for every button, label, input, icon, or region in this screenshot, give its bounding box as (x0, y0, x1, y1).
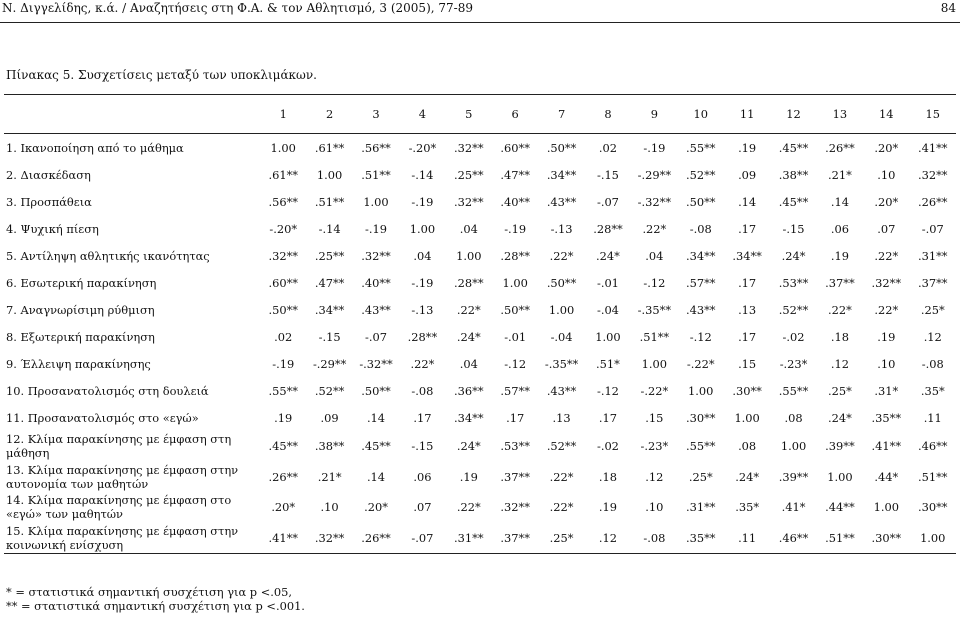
footnotes (6, 585, 305, 613)
correlation-cell: .17 (598, 410, 618, 425)
correlation-cell: 1.00 (780, 439, 807, 454)
correlation-cell: .24* (596, 248, 620, 263)
correlation-cell: .22* (874, 302, 899, 317)
correlation-cell: .47** (314, 275, 345, 290)
correlation-cell: .28** (593, 221, 623, 236)
correlation-cell: .51** (639, 329, 670, 344)
correlation-cell: -.32** (637, 194, 672, 209)
correlation-cell: .41** (871, 439, 902, 454)
correlation-cell: .55** (778, 383, 809, 398)
correlation-cell: .17 (413, 410, 432, 425)
correlation-cell: .45** (268, 439, 298, 454)
correlation-cell: .32** (306, 523, 352, 554)
correlation-cell: -.35** (637, 302, 672, 317)
correlation-cell: .26** (825, 140, 855, 155)
row-label: 8. Εξωτερική παρακίνηση (6, 329, 155, 344)
correlation-cell: .25* (688, 469, 713, 484)
correlation-cell: -.20* (408, 140, 437, 155)
correlation-cell: -.12 (689, 329, 712, 344)
correlation-cell: .13 (552, 410, 571, 425)
correlation-table-container (4, 94, 956, 554)
correlation-cell: .24* (735, 469, 760, 484)
correlation-cell: .51** (817, 523, 863, 554)
column-header: 10 (678, 95, 724, 134)
correlation-cell: .22* (874, 248, 899, 263)
correlation-cell: 1.00 (873, 500, 899, 515)
correlation-cell: -.13 (550, 221, 573, 236)
correlation-cell: .50** (546, 140, 577, 155)
correlation-cell: .61** (268, 167, 298, 182)
table-row (4, 296, 956, 323)
column-header: 11 (724, 95, 770, 134)
correlation-cell: .43** (546, 383, 577, 398)
correlation-cell: .31** (446, 523, 492, 554)
correlation-cell: .61** (314, 140, 345, 155)
correlation-cell: .10 (877, 167, 896, 182)
correlation-cell: .30** (685, 410, 716, 425)
correlation-cell: -.12 (596, 383, 619, 398)
correlation-cell: .22* (549, 469, 574, 484)
table-row (4, 462, 956, 493)
correlation-cell: -.12 (643, 275, 666, 290)
correlation-cell: .18 (598, 469, 618, 484)
correlation-cell: .15 (645, 410, 664, 425)
correlation-cell: .25* (538, 523, 584, 554)
correlation-cell: .11 (923, 410, 942, 425)
correlation-cell: .06 (413, 469, 432, 484)
correlation-cell: .14 (738, 194, 757, 209)
column-header: 9 (631, 95, 677, 134)
correlation-cell: .24* (456, 439, 481, 454)
correlation-cell: -.19 (504, 221, 527, 236)
correlation-cell: .37** (917, 275, 948, 290)
correlation-cell: .22* (549, 248, 574, 263)
correlation-cell: 1.00 (641, 356, 668, 371)
row-label: 6. Εσωτερική παρακίνηση (6, 275, 157, 290)
correlation-cell: .31** (917, 248, 948, 263)
column-header: 13 (817, 95, 863, 134)
correlation-cell: .12 (830, 356, 849, 371)
correlation-cell: .12 (645, 469, 664, 484)
correlation-cell: .57** (500, 383, 530, 398)
correlation-cell: .50** (685, 194, 716, 209)
page-number: 84 (940, 1, 956, 15)
correlation-cell: 1.00 (595, 329, 621, 344)
correlation-cell: .30** (863, 523, 909, 554)
footnote-significance-001: ** = στατιστικά σημαντική συσχέτιση για p <.001. (6, 599, 305, 613)
table-row (4, 377, 956, 404)
correlation-cell: .52** (685, 167, 716, 182)
correlation-cell: .08 (738, 439, 757, 454)
correlation-cell: .56** (268, 194, 298, 209)
correlation-cell: -.35** (544, 356, 579, 371)
row-label: 5. Αντίληψη αθλητικής ικανότητας (6, 248, 210, 263)
correlation-cell: .22* (410, 356, 435, 371)
row-label: 10. Προσανατολισμός στη δουλειά (6, 383, 209, 398)
correlation-cell: .41** (260, 523, 306, 554)
correlation-cell: -.15 (596, 167, 619, 182)
correlation-cell: .17 (738, 275, 757, 290)
correlation-cell: .19 (738, 140, 757, 155)
correlation-cell: .04 (413, 248, 432, 263)
correlation-cell: .32** (917, 167, 948, 182)
correlation-cell: .55** (268, 383, 298, 398)
correlation-cell: 1.00 (409, 221, 436, 236)
correlation-cell: -.23* (779, 356, 808, 371)
column-header: 7 (538, 95, 584, 134)
correlation-cell: .04 (645, 248, 664, 263)
correlation-cell: .52** (314, 383, 345, 398)
correlation-cell: .26** (917, 194, 948, 209)
correlation-cell: 1.00 (827, 469, 853, 484)
correlation-cell: -.22* (686, 356, 715, 371)
column-header: 1 (260, 95, 306, 134)
correlation-cell: .43** (546, 194, 577, 209)
correlation-cell: .32** (454, 140, 484, 155)
correlation-cell: .22* (456, 500, 481, 515)
correlation-cell: .60** (500, 140, 530, 155)
correlation-cell: -.01 (596, 275, 619, 290)
correlation-cell: .22* (456, 302, 481, 317)
correlation-cell: .41** (917, 140, 948, 155)
correlation-cell: .09 (738, 167, 757, 182)
correlation-cell: .22* (828, 302, 852, 317)
correlation-cell: .09 (320, 410, 339, 425)
table-body (4, 134, 956, 554)
column-header: 12 (770, 95, 816, 134)
correlation-cell: .14 (366, 469, 386, 484)
correlation-cell: .32** (500, 500, 530, 515)
table-title: Πίνακας 5. Συσχετίσεις μεταξύ των υποκλιμάκων. (6, 68, 317, 82)
correlation-cell: .07 (413, 500, 432, 515)
correlation-cell: .24* (828, 410, 852, 425)
correlation-cell: .43** (361, 302, 391, 317)
column-header: 8 (585, 95, 631, 134)
correlation-cell: -.02 (782, 329, 805, 344)
correlation-cell: .32** (361, 248, 391, 263)
table-row (4, 215, 956, 242)
correlation-cell: -.19 (411, 194, 434, 209)
correlation-cell: .45** (361, 439, 391, 454)
correlation-cell: .40** (500, 194, 530, 209)
row-label: 15. Κλίμα παρακίνησης με έμφαση στην κοινωνική ενίσχυση (4, 523, 260, 554)
correlation-cell: .21* (317, 469, 342, 484)
correlation-cell: .25** (314, 248, 345, 263)
correlation-cell: .10 (877, 356, 896, 371)
correlation-cell: .19 (877, 329, 896, 344)
correlation-cell: .51** (917, 469, 948, 484)
correlation-cell: .46** (770, 523, 816, 554)
correlation-cell: .52** (546, 439, 577, 454)
correlation-cell: .34** (685, 248, 716, 263)
correlation-cell: -.19 (411, 275, 434, 290)
correlation-cell: .55** (685, 439, 716, 454)
row-label: 3. Προσπάθεια (6, 194, 92, 209)
correlation-cell: .17 (738, 329, 757, 344)
table-row (4, 323, 956, 350)
correlation-cell: .43** (685, 302, 716, 317)
correlation-cell: .50** (500, 302, 530, 317)
correlation-cell: .20* (874, 140, 899, 155)
correlation-cell: -.08 (921, 356, 944, 371)
column-header: 5 (446, 95, 492, 134)
correlation-cell: .39** (825, 439, 855, 454)
correlation-cell: .04 (459, 221, 478, 236)
table-row (4, 269, 956, 296)
correlation-cell: .20* (874, 194, 899, 209)
correlation-cell: .25* (828, 383, 852, 398)
row-label: 14. Κλίμα παρακίνησης με έμφαση στο «εγώ» των μαθητών (6, 493, 232, 522)
correlation-table (4, 95, 956, 554)
correlation-cell: .24* (456, 329, 481, 344)
correlation-cell: 1.00 (910, 523, 957, 554)
correlation-cell: .30** (917, 500, 948, 515)
column-header: 2 (306, 95, 352, 134)
correlation-cell: .10 (320, 500, 339, 515)
correlation-cell: .45** (778, 194, 809, 209)
correlation-cell: .53** (778, 275, 809, 290)
column-header: 3 (353, 95, 399, 134)
correlation-cell: .32** (871, 275, 902, 290)
correlation-cell: .35** (871, 410, 902, 425)
correlation-cell: -.12 (504, 356, 527, 371)
correlation-cell: -.14 (318, 221, 341, 236)
correlation-cell: -.07 (399, 523, 445, 554)
correlation-cell: .34** (732, 248, 762, 263)
correlation-cell: -.01 (504, 329, 527, 344)
correlation-cell: .56** (361, 140, 391, 155)
correlation-cell: .52** (778, 302, 809, 317)
correlation-cell: -.32** (359, 356, 393, 371)
header-corner (4, 95, 260, 134)
correlation-cell: .14 (366, 410, 386, 425)
table-row (4, 161, 956, 188)
correlation-cell: .20* (271, 500, 296, 515)
correlation-cell: -.07 (921, 221, 944, 236)
correlation-cell: .12 (923, 329, 942, 344)
correlation-cell: -.19 (272, 356, 295, 371)
correlation-cell: .18 (830, 329, 849, 344)
table-row (4, 242, 956, 269)
column-header: 4 (399, 95, 445, 134)
correlation-cell: .44* (874, 469, 899, 484)
correlation-cell: .60** (268, 275, 298, 290)
correlation-cell: .28** (454, 275, 484, 290)
row-label: 1. Ικανοποίηση από το μάθημα (6, 140, 184, 155)
correlation-cell: .25** (454, 167, 484, 182)
correlation-cell: .02 (598, 140, 618, 155)
correlation-cell: .31** (685, 500, 716, 515)
correlation-cell: -.13 (411, 302, 434, 317)
correlation-cell: .10 (645, 500, 664, 515)
row-label: 12. Κλίμα παρακίνησης με έμφαση στη μάθηση (6, 432, 232, 461)
correlation-cell: -.15 (318, 329, 341, 344)
table-row (4, 492, 956, 523)
column-header: 14 (863, 95, 909, 134)
correlation-cell: .50** (268, 302, 298, 317)
correlation-cell: .51** (314, 194, 345, 209)
correlation-cell: -.08 (689, 221, 712, 236)
correlation-cell: .45** (778, 140, 809, 155)
correlation-cell: -.29** (637, 167, 672, 182)
correlation-cell: .22* (549, 500, 574, 515)
correlation-cell: .21* (828, 167, 852, 182)
correlation-cell: .28** (407, 329, 438, 344)
correlation-cell: .11 (724, 523, 770, 554)
correlation-cell: .19 (274, 410, 293, 425)
footnote-significance-05: * = στατιστικά σημαντική συσχέτιση για p <.05, (6, 585, 292, 599)
correlation-cell: .35** (678, 523, 724, 554)
correlation-cell: .13 (738, 302, 757, 317)
correlation-cell: .06 (830, 221, 849, 236)
correlation-cell: -.19 (643, 140, 666, 155)
correlation-cell: -.29** (312, 356, 347, 371)
correlation-cell: .19 (598, 500, 618, 515)
correlation-cell: -.07 (596, 194, 619, 209)
correlation-cell: .51** (361, 167, 391, 182)
correlation-cell: -.22* (640, 383, 669, 398)
table-row (4, 431, 956, 462)
correlation-cell: .15 (738, 356, 757, 371)
correlation-cell: .36** (454, 383, 484, 398)
correlation-cell: .37** (492, 523, 538, 554)
citation: Ν. Διγγελίδης, κ.ά. / Αναζητήσεις στη Φ.Α. & τον Αθλητισμό, 3 (2005), 77-89 (2, 1, 473, 15)
correlation-cell: .22* (642, 221, 667, 236)
correlation-cell: 1.00 (688, 383, 714, 398)
column-header: 6 (492, 95, 538, 134)
correlation-cell: -.04 (550, 329, 573, 344)
correlation-cell: .08 (784, 410, 803, 425)
correlation-cell: .40** (361, 275, 391, 290)
correlation-cell: .32** (268, 248, 298, 263)
correlation-cell: .34** (454, 410, 484, 425)
correlation-cell: -.23* (640, 439, 669, 454)
correlation-cell: .53** (500, 439, 530, 454)
correlation-cell: .47** (500, 167, 530, 182)
correlation-cell: .55** (685, 140, 716, 155)
correlation-cell: .32** (454, 194, 484, 209)
correlation-cell: .39** (778, 469, 809, 484)
correlation-cell: .38** (778, 167, 809, 182)
correlation-cell: .25* (920, 302, 945, 317)
correlation-cell: .31* (874, 383, 899, 398)
table-row (4, 188, 956, 215)
correlation-cell: .02 (274, 329, 293, 344)
correlation-cell: .34** (546, 167, 577, 182)
correlation-cell: .26** (353, 523, 399, 554)
correlation-cell: .38** (314, 439, 345, 454)
correlation-cell: -.07 (365, 329, 387, 344)
correlation-cell: -.20* (269, 221, 298, 236)
correlation-cell: .41* (781, 500, 806, 515)
correlation-cell: .46** (917, 439, 948, 454)
correlation-cell: -.15 (411, 439, 434, 454)
correlation-cell: .35* (735, 500, 760, 515)
row-label: 11. Προσανατολισμός στο «εγώ» (6, 410, 199, 425)
correlation-cell: 1.00 (502, 275, 528, 290)
correlation-cell: .20* (364, 500, 388, 515)
correlation-cell: .28** (500, 248, 530, 263)
correlation-cell: .57** (685, 275, 716, 290)
correlation-cell: .30** (732, 383, 762, 398)
correlation-cell: 1.00 (548, 302, 575, 317)
row-label: 13. Κλίμα παρακίνησης με έμφαση στην αυτονομία των μαθητών (6, 462, 239, 491)
table-header-row (4, 95, 956, 134)
correlation-cell: -.15 (782, 221, 805, 236)
correlation-cell: .26** (268, 469, 298, 484)
correlation-cell: .17 (506, 410, 525, 425)
correlation-cell: 1.00 (363, 194, 389, 209)
correlation-cell: .14 (830, 194, 849, 209)
correlation-cell: .37** (500, 469, 530, 484)
table-row (4, 523, 956, 554)
correlation-cell: -.02 (596, 439, 619, 454)
correlation-cell: .44** (825, 500, 855, 515)
column-header: 15 (910, 95, 957, 134)
correlation-cell: .35* (920, 383, 945, 398)
correlation-cell: .51* (596, 356, 620, 371)
correlation-cell: 1.00 (456, 248, 482, 263)
correlation-cell: .50** (546, 275, 577, 290)
correlation-cell: .04 (459, 356, 478, 371)
correlation-cell: .37** (825, 275, 855, 290)
correlation-cell: -.08 (411, 383, 434, 398)
correlation-cell: -.08 (631, 523, 677, 554)
row-label: 7. Αναγνωρίσιμη ρύθμιση (6, 302, 155, 317)
correlation-cell: .50** (361, 383, 391, 398)
running-header (0, 0, 960, 23)
correlation-cell: .07 (877, 221, 896, 236)
correlation-cell: .19 (459, 469, 478, 484)
correlation-cell: -.19 (365, 221, 387, 236)
correlation-cell: .12 (585, 523, 631, 554)
correlation-cell: .17 (738, 221, 757, 236)
correlation-cell: -.04 (596, 302, 619, 317)
correlation-cell: 1.00 (316, 167, 343, 182)
row-label: 9. Έλλειψη παρακίνησης (6, 356, 151, 371)
correlation-cell: .19 (830, 248, 849, 263)
correlation-cell: .34** (314, 302, 345, 317)
correlation-cell: 1.00 (734, 410, 760, 425)
row-label: 4. Ψυχική πίεση (6, 221, 99, 236)
table-row (4, 350, 956, 377)
correlation-cell: -.14 (411, 167, 434, 182)
table-row (4, 404, 956, 431)
correlation-cell: .24* (781, 248, 806, 263)
table-row (4, 134, 956, 162)
row-label: 2. Διασκέδαση (6, 167, 91, 182)
correlation-cell: 1.00 (270, 140, 296, 155)
